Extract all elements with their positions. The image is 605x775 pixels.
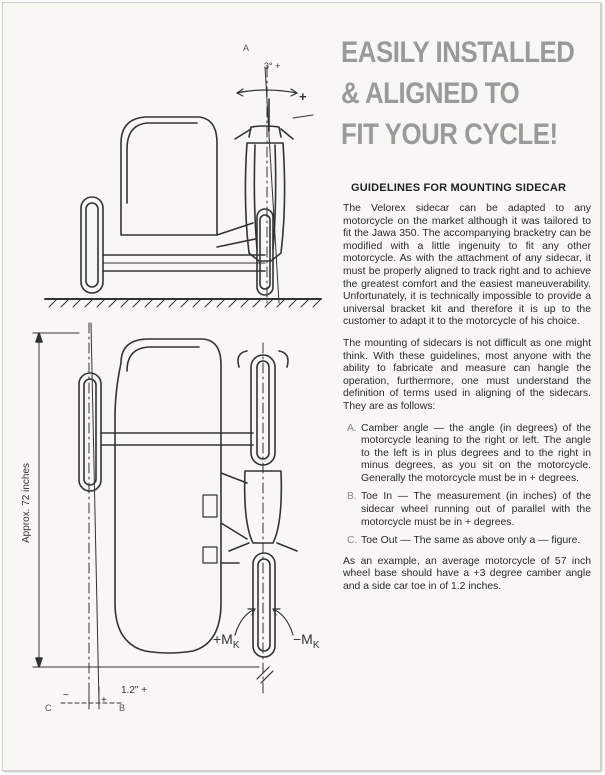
section-title: GUIDELINES FOR MOUNTING SIDECAR (351, 182, 567, 194)
headline-line-2: & ALIGNED TO (341, 77, 520, 110)
mounting-paragraph: The mounting of sidecars is not difficult as one might think. With these guidelines, most anyone with the ability to fabricate and measure can hangle the operation, furthermore, one must understand the definition of terms used in aligning of the sidecars. They are as follows: (343, 337, 591, 412)
example-paragraph: As an example, an average motorcycle of 57 inch wheel base should have a +3 degree camber angle and a side car toe in of 1.2 inches. (343, 555, 591, 593)
definition-text: Toe In — The measurement (in inches) of the sidecar wheel running out of parallel with the motorcycle must be in + degrees. (361, 491, 591, 528)
plus-marker: + (101, 695, 107, 706)
sidecar-diagram (3, 3, 343, 770)
intro-paragraph: The Velorex sidecar can be adapted to any motorcycle on the market although it was tailored to fit the Jawa 350. The accompanying bracketry can be modified with a little ingenuity to fit any other motorcycle. As with the attachment of any sidecar, it must be properly aligned to track right and to achieve the greatest comfort and the easiest maneuverability. Unfortunately, it is technically impossible to provide a universal bracket kit and therefore it is up to the customer to adapt it to the motorcycle of his choice. (343, 203, 591, 328)
definition-marker: C. (347, 535, 358, 547)
top-view-drawing (33, 323, 297, 709)
headline-line-3: FIT YOUR CYCLE! (341, 118, 558, 151)
definition-item (343, 535, 591, 548)
body-text (343, 203, 591, 603)
length-dimension-label: Approx. 72 inches (21, 462, 32, 543)
brochure-page (2, 2, 601, 771)
definition-item (343, 423, 591, 486)
moment-left-label: $+M_K$ (213, 631, 240, 651)
label-c: C (45, 703, 52, 713)
definition-text: Camber angle — the angle (in degrees) of the motorcycle leaning to the right or left. The angle to the left is in plus degrees and to the right in minus degrees, as you sit on the motorcycle. Generally the motorcycle must be in + degrees. (361, 422, 591, 484)
definition-marker: B. (347, 491, 357, 503)
definition-text: Toe Out — The same as above only a — figure. (361, 535, 581, 547)
definition-marker: A. (347, 422, 357, 434)
headline-line-1: EASILY INSTALLED (341, 36, 575, 69)
minus-marker: − (63, 690, 69, 701)
camber-angle-label: 3° + (264, 61, 281, 71)
ground-hatching (49, 299, 321, 307)
label-b: B (119, 703, 126, 713)
moment-right-label: $-M_K$ (293, 631, 320, 651)
label-a: A (243, 43, 250, 53)
toe-in-label: 1.2" + (121, 685, 148, 696)
front-view-drawing (45, 67, 321, 307)
definitions-list (343, 423, 591, 548)
definition-item (343, 491, 591, 529)
headline (341, 33, 575, 156)
camber-plus-sign: + (299, 89, 307, 104)
